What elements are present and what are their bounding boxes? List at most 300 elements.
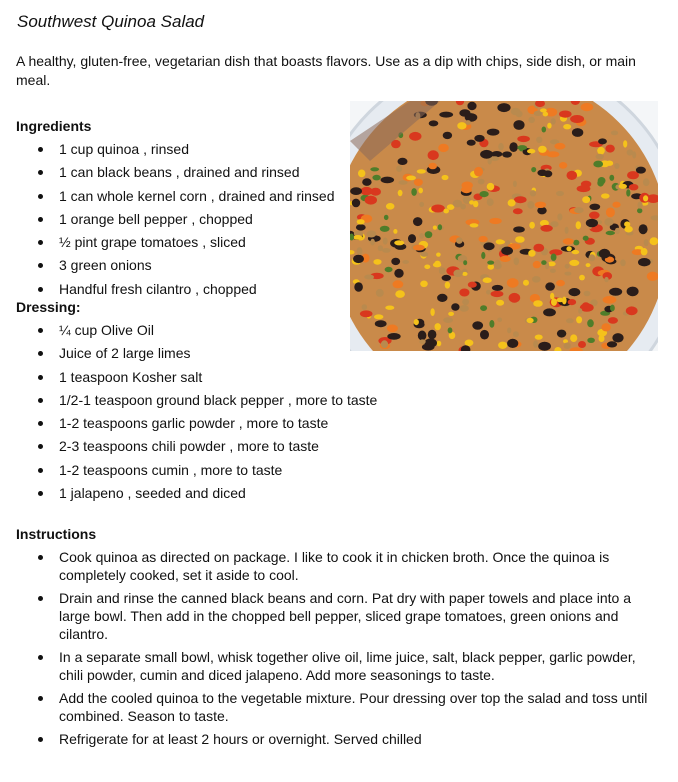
- salad-piece: [581, 103, 594, 111]
- salad-piece: [567, 171, 578, 180]
- salad-piece: [486, 290, 491, 295]
- salad-piece: [479, 236, 488, 242]
- salad-piece: [596, 154, 604, 160]
- salad-piece: [601, 323, 610, 331]
- salad-piece: [513, 181, 517, 187]
- list-item: ½ pint grape tomatoes , sliced: [0, 233, 335, 256]
- list-item: 1 can whole kernel corn , drained and rinsed: [0, 187, 335, 210]
- salad-piece: [543, 112, 548, 117]
- recipe-intro: A healthy, gluten-free, vegetarian dish that boasts flavors. Use as a dip with chips, side dish, or main meal.: [16, 53, 636, 88]
- list-item: 1 teaspoon Kosher salt: [0, 368, 377, 391]
- salad-piece: [391, 258, 400, 265]
- list-item: 1 can black beans , drained and rinsed: [0, 163, 335, 186]
- salad-piece: [543, 308, 556, 316]
- salad-piece: [589, 204, 600, 210]
- list-item: Handful fresh cilantro , chopped: [0, 280, 335, 303]
- salad-piece: [556, 191, 564, 196]
- salad-piece: [609, 175, 614, 181]
- salad-piece: [605, 145, 614, 153]
- salad-piece: [559, 111, 572, 118]
- salad-piece: [470, 223, 479, 227]
- salad-piece: [406, 176, 416, 181]
- salad-piece: [607, 341, 617, 347]
- salad-piece: [587, 319, 594, 327]
- salad-piece: [533, 340, 538, 347]
- salad-piece: [494, 260, 500, 268]
- salad-piece: [448, 327, 453, 333]
- salad-piece: [643, 178, 650, 186]
- salad-piece: [411, 188, 417, 196]
- salad-piece: [467, 140, 476, 146]
- salad-piece: [535, 202, 546, 208]
- salad-piece: [419, 202, 424, 207]
- salad-piece: [638, 202, 643, 209]
- salad-piece: [629, 184, 639, 190]
- quinoa-salad-photo: [350, 101, 658, 351]
- salad-piece: [472, 321, 483, 330]
- salad-piece: [528, 250, 535, 257]
- salad-piece: [468, 282, 477, 288]
- salad-piece: [496, 300, 504, 306]
- salad-piece: [374, 314, 383, 319]
- salad-piece: [463, 260, 467, 265]
- salad-piece: [606, 161, 614, 166]
- salad-piece: [469, 200, 474, 204]
- salad-piece: [387, 325, 398, 333]
- salad-piece: [496, 239, 504, 244]
- salad-piece: [578, 341, 586, 348]
- salad-piece: [562, 297, 567, 305]
- ingredients-list: [0, 140, 335, 303]
- salad-piece: [508, 199, 516, 206]
- salad-piece: [366, 231, 376, 238]
- salad-piece: [537, 170, 547, 177]
- list-item: ¼ cup Olive Oil: [0, 321, 377, 344]
- salad-piece: [418, 188, 423, 194]
- salad-piece: [443, 132, 452, 139]
- salad-piece: [550, 221, 558, 227]
- salad-piece: [639, 224, 648, 234]
- salad-piece: [438, 224, 442, 230]
- salad-piece: [424, 265, 430, 270]
- salad-piece: [352, 199, 360, 208]
- salad-piece: [604, 218, 613, 226]
- salad-piece: [439, 112, 453, 118]
- salad-piece: [459, 109, 470, 116]
- salad-piece: [606, 231, 615, 235]
- salad-piece: [474, 167, 483, 177]
- salad-piece: [461, 186, 472, 193]
- salad-piece: [354, 282, 363, 292]
- salad-piece: [451, 303, 459, 310]
- list-item: 1 orange bell pepper , chopped: [0, 210, 335, 233]
- salad-piece: [488, 264, 495, 270]
- salad-piece: [550, 269, 556, 273]
- salad-piece: [624, 226, 632, 233]
- salad-piece: [547, 123, 551, 129]
- salad-piece: [516, 111, 523, 118]
- salad-piece: [564, 343, 571, 349]
- salad-piece: [549, 249, 562, 255]
- salad-piece: [612, 202, 620, 208]
- salad-piece: [545, 282, 555, 290]
- salad-piece: [623, 140, 627, 147]
- salad-piece: [381, 177, 395, 184]
- salad-piece: [370, 167, 379, 171]
- salad-piece: [424, 338, 437, 347]
- salad-piece: [429, 120, 439, 126]
- salad-piece: [601, 193, 610, 198]
- salad-piece: [443, 209, 449, 214]
- salad-piece: [577, 185, 591, 192]
- salad-piece: [357, 247, 363, 255]
- salad-piece: [527, 201, 534, 209]
- salad-piece: [650, 237, 658, 245]
- salad-piece: [492, 285, 503, 291]
- salad-piece: [442, 275, 451, 281]
- salad-piece: [483, 242, 494, 250]
- salad-piece: [647, 272, 658, 281]
- salad-piece: [569, 288, 581, 296]
- salad-piece: [491, 151, 502, 157]
- salad-piece: [465, 340, 474, 347]
- salad-piece: [538, 146, 547, 153]
- salad-piece: [425, 231, 433, 238]
- salad-piece: [531, 167, 536, 172]
- salad-piece: [537, 207, 546, 215]
- salad-piece: [364, 275, 374, 280]
- salad-piece: [408, 234, 416, 243]
- salad-piece: [356, 224, 366, 230]
- salad-piece: [481, 252, 485, 259]
- salad-piece: [627, 287, 639, 297]
- salad-piece: [384, 215, 389, 220]
- salad-piece: [487, 129, 500, 136]
- salad-piece: [644, 239, 649, 246]
- salad-piece: [641, 248, 648, 255]
- salad-piece: [462, 299, 469, 306]
- list-item: 3 green onions: [0, 256, 335, 279]
- salad-piece: [372, 175, 380, 181]
- salad-piece: [541, 260, 546, 265]
- salad-piece: [358, 170, 365, 178]
- salad-piece: [413, 245, 425, 251]
- salad-piece: [442, 175, 449, 180]
- salad-piece: [448, 312, 454, 316]
- salad-piece: [599, 335, 605, 342]
- salad-piece: [453, 270, 462, 278]
- list-item: Add the cooled quinoa to the vegetable mixture. Pour dressing over top the salad and toss until combined. Season to taste.: [0, 689, 660, 725]
- salad-piece: [583, 236, 589, 241]
- salad-piece: [445, 282, 450, 289]
- salad-piece: [626, 306, 638, 315]
- salad-piece: [393, 280, 404, 288]
- salad-piece: [398, 158, 408, 165]
- salad-piece: [436, 253, 441, 257]
- salad-piece: [527, 149, 535, 154]
- salad-piece: [490, 156, 499, 161]
- salad-piece: [350, 187, 362, 195]
- salad-piece: [507, 339, 518, 348]
- salad-piece: [414, 179, 423, 186]
- salad-piece: [498, 342, 507, 349]
- salad-piece: [483, 277, 492, 283]
- salad-piece: [606, 208, 615, 218]
- salad-piece: [398, 180, 407, 185]
- dressing-list: [0, 321, 377, 507]
- salad-piece: [557, 213, 562, 220]
- salad-piece: [610, 305, 615, 312]
- salad-piece: [456, 237, 463, 244]
- dressing-heading: Dressing:: [16, 299, 81, 315]
- list-item: Drain and rinse the canned black beans and corn. Pat dry with paper towels and place into a large bowl. Then add in the chopped bell pepper, sliced grape tomatoes, green onions and cilantro.: [0, 589, 660, 643]
- salad-piece: [487, 183, 495, 191]
- ingredients-heading: Ingredients: [16, 118, 92, 134]
- salad-piece: [507, 278, 519, 288]
- salad-piece: [538, 342, 551, 351]
- salad-piece: [459, 305, 469, 312]
- salad-piece: [566, 318, 574, 323]
- salad-piece: [413, 217, 422, 226]
- salad-piece: [487, 198, 494, 206]
- salad-piece: [433, 226, 437, 230]
- salad-piece: [513, 331, 519, 337]
- salad-piece: [362, 304, 368, 310]
- salad-piece: [615, 228, 620, 234]
- salad-piece: [419, 339, 425, 344]
- salad-piece: [568, 299, 576, 305]
- salad-piece: [489, 218, 501, 224]
- salad-piece: [598, 138, 607, 144]
- salad-piece: [551, 118, 556, 124]
- salad-piece: [532, 276, 541, 283]
- salad-piece: [480, 191, 489, 197]
- salad-piece: [582, 196, 590, 203]
- salad-piece: [467, 102, 476, 110]
- salad-piece: [624, 221, 630, 227]
- salad-piece: [497, 318, 502, 323]
- salad-piece: [565, 264, 570, 269]
- salad-piece: [599, 249, 610, 259]
- list-item: 2-3 teaspoons chili powder , more to taste: [0, 437, 377, 460]
- salad-piece: [572, 250, 580, 254]
- salad-piece: [383, 238, 388, 245]
- salad-piece: [536, 137, 542, 143]
- salad-piece: [554, 143, 565, 150]
- salad-piece: [608, 317, 618, 324]
- salad-piece: [540, 108, 547, 112]
- salad-piece: [487, 261, 494, 265]
- salad-piece: [620, 259, 626, 266]
- salad-piece: [563, 238, 574, 244]
- salad-piece: [533, 300, 543, 307]
- salad-piece: [542, 127, 547, 133]
- salad-piece: [611, 131, 618, 136]
- salad-piece: [535, 335, 543, 340]
- salad-piece: [500, 256, 511, 262]
- salad-piece: [437, 294, 447, 302]
- salad-piece: [614, 163, 619, 169]
- instructions-list: [0, 548, 660, 753]
- salad-piece: [409, 132, 421, 141]
- salad-piece: [637, 208, 642, 213]
- list-item: Cook quinoa as directed on package. I like to cook it in chicken broth. Once the quinoa is completely cooked, set it aside to cool.: [0, 548, 660, 584]
- salad-piece: [557, 330, 566, 338]
- salad-piece: [636, 167, 646, 174]
- salad-piece: [420, 252, 428, 257]
- list-item: In a separate small bowl, whisk together olive oil, lime juice, salt, black pepper, garlic powder, chili powder, cumin and diced jalapeno. Add more seasonings to taste.: [0, 648, 660, 684]
- salad-piece: [573, 240, 579, 246]
- salad-piece: [465, 120, 471, 125]
- salad-piece: [453, 200, 463, 208]
- salad-piece: [439, 267, 446, 274]
- salad-piece: [572, 128, 583, 137]
- salad-piece: [393, 229, 397, 234]
- salad-piece: [530, 190, 536, 196]
- salad-piece: [576, 221, 581, 229]
- list-item: Refrigerate for at least 2 hours or overnight. Served chilled: [0, 730, 660, 748]
- instructions-heading: Instructions: [16, 526, 97, 542]
- salad-piece: [362, 178, 371, 186]
- salad-piece: [357, 219, 365, 224]
- salad-piece: [528, 117, 535, 123]
- salad-piece: [365, 196, 377, 205]
- salad-piece: [489, 320, 494, 328]
- salad-piece: [431, 205, 445, 213]
- salad-piece: [533, 244, 544, 252]
- salad-piece: [619, 184, 627, 189]
- list-item: Juice of 2 large limes: [0, 344, 377, 367]
- salad-piece: [589, 254, 596, 261]
- salad-piece: [638, 258, 651, 266]
- salad-piece: [435, 323, 441, 330]
- salad-piece: [414, 319, 419, 325]
- salad-piece: [564, 272, 571, 276]
- salad-piece: [587, 338, 595, 343]
- salad-piece: [593, 161, 603, 168]
- salad-piece: [502, 151, 512, 157]
- salad-piece: [394, 269, 403, 278]
- salad-piece: [420, 281, 428, 288]
- salad-piece: [643, 195, 648, 201]
- salad-piece: [569, 260, 579, 266]
- list-item: 1-2 teaspoons cumin , more to taste: [0, 461, 377, 484]
- salad-piece: [586, 219, 598, 228]
- salad-piece: [459, 289, 469, 297]
- salad-piece: [386, 203, 395, 210]
- salad-piece: [556, 280, 565, 286]
- salad-piece: [428, 163, 437, 170]
- salad-piece: [566, 246, 571, 251]
- salad-piece: [514, 257, 520, 265]
- salad-piece: [385, 267, 393, 272]
- salad-piece: [529, 222, 535, 229]
- salad-piece: [626, 189, 630, 196]
- salad-piece: [417, 169, 426, 173]
- salad-piece: [418, 331, 427, 341]
- salad-piece: [353, 235, 362, 240]
- salad-piece: [428, 330, 437, 339]
- salad-piece: [578, 308, 582, 314]
- salad-piece: [387, 333, 400, 340]
- salad-piece: [430, 308, 434, 316]
- salad-piece: [570, 115, 584, 123]
- salad-piece: [586, 263, 591, 267]
- salad-piece: [513, 226, 525, 232]
- salad-piece: [396, 165, 402, 172]
- salad-piece: [565, 227, 569, 234]
- salad-piece: [533, 261, 541, 268]
- salad-piece: [517, 145, 527, 150]
- salad-piece: [570, 334, 577, 342]
- salad-piece: [517, 136, 530, 142]
- salad-piece: [370, 239, 375, 246]
- salad-piece: [523, 280, 529, 286]
- salad-piece: [381, 340, 388, 348]
- salad-piece: [597, 147, 605, 155]
- salad-piece: [419, 233, 424, 239]
- salad-piece: [491, 291, 504, 297]
- salad-piece: [353, 255, 364, 263]
- salad-piece: [513, 120, 524, 130]
- salad-piece: [437, 341, 442, 347]
- salad-piece: [380, 226, 390, 232]
- salad-piece: [509, 142, 517, 152]
- salad-piece: [559, 162, 567, 169]
- list-item: 1 jalapeno , seeded and diced: [0, 484, 377, 507]
- salad-piece: [612, 333, 623, 342]
- salad-piece: [428, 150, 439, 160]
- salad-piece: [547, 151, 560, 157]
- salad-piece: [513, 208, 523, 214]
- salad-piece: [462, 272, 467, 276]
- salad-piece: [507, 328, 511, 334]
- salad-piece: [574, 207, 584, 213]
- salad-piece: [478, 179, 485, 185]
- salad-piece: [509, 293, 521, 303]
- salad-piece: [550, 293, 554, 300]
- salad-piece: [514, 196, 527, 203]
- salad-piece: [394, 240, 404, 245]
- salad-piece: [632, 151, 636, 158]
- salad-piece: [527, 318, 534, 323]
- salad-bowl-image: [350, 101, 658, 351]
- recipe-title: Southwest Quinoa Salad: [17, 12, 205, 31]
- salad-piece: [604, 277, 608, 282]
- salad-piece: [551, 254, 557, 261]
- salad-piece: [457, 122, 466, 129]
- salad-piece: [360, 187, 372, 195]
- salad-piece: [433, 262, 441, 267]
- salad-piece: [373, 259, 381, 265]
- salad-piece: [443, 317, 453, 323]
- list-item: 1-2 teaspoons garlic powder , more to taste: [0, 414, 377, 437]
- list-item: 1 cup quinoa , rinsed: [0, 140, 335, 163]
- salad-piece: [398, 190, 403, 196]
- salad-piece: [609, 288, 622, 296]
- salad-piece: [579, 275, 585, 281]
- salad-piece: [360, 310, 373, 317]
- list-item: 1/2-1 teaspoon ground black pepper , more to taste: [0, 391, 377, 414]
- salad-piece: [438, 144, 449, 152]
- salad-piece: [395, 290, 405, 298]
- salad-piece: [402, 260, 409, 264]
- salad-piece: [584, 291, 591, 297]
- salad-piece: [576, 316, 582, 323]
- salad-piece: [474, 135, 484, 142]
- salad-piece: [563, 124, 571, 129]
- salad-piece: [498, 143, 504, 150]
